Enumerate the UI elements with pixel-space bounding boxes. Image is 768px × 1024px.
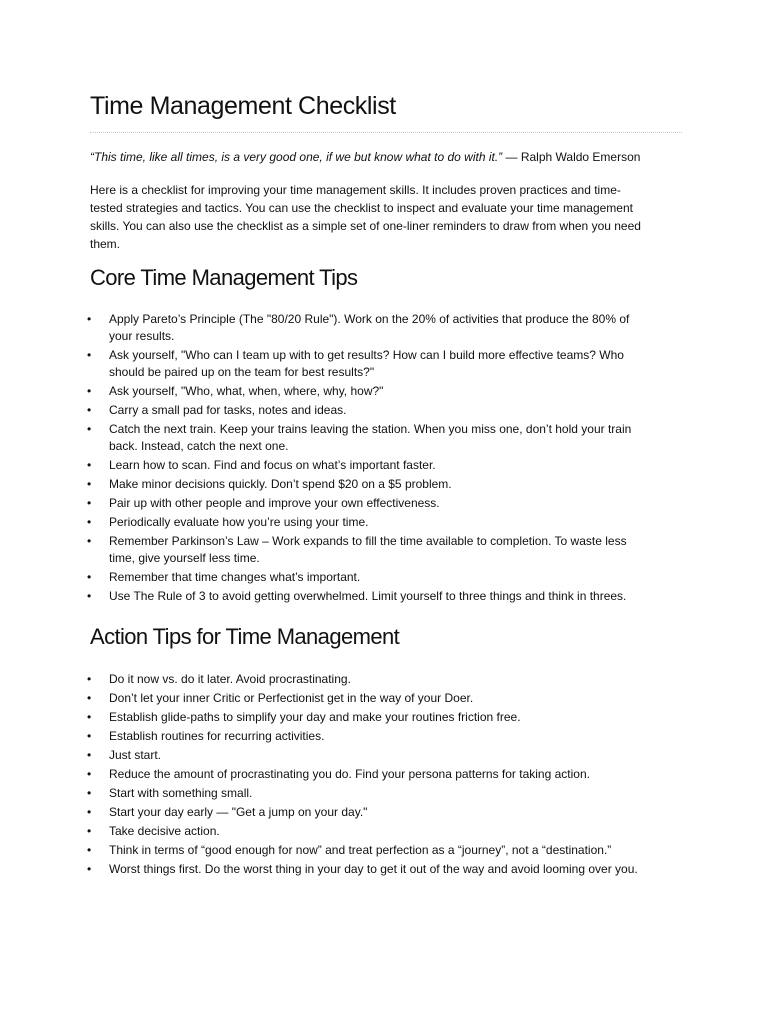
- list-item: [87, 311, 682, 345]
- bullet-icon: •: [87, 496, 92, 510]
- quote-text: “This time, like all times, is a very good one, if we but know what to do with it.”: [90, 150, 503, 164]
- bullet-icon: •: [87, 710, 92, 724]
- title-divider: [90, 132, 682, 133]
- list-item: [87, 842, 682, 859]
- bullet-icon: •: [87, 589, 92, 603]
- list-item: [87, 747, 682, 764]
- list-item-text: Ask yourself, "Who, what, when, where, why, how?": [109, 384, 384, 398]
- list-item: [87, 766, 682, 783]
- list-item: [87, 671, 682, 688]
- list-item: [87, 514, 682, 531]
- intro-paragraph: [90, 181, 680, 253]
- core-tips-list: [87, 311, 682, 607]
- bullet-icon: •: [87, 384, 92, 398]
- epigraph-quote: [90, 150, 640, 164]
- bullet-icon: •: [87, 824, 92, 838]
- bullet-icon: •: [87, 672, 92, 686]
- bullet-icon: •: [87, 805, 92, 819]
- bullet-icon: •: [87, 312, 92, 326]
- bullet-icon: •: [87, 458, 92, 472]
- list-item: [87, 709, 682, 726]
- list-item: [87, 861, 682, 878]
- bullet-icon: •: [87, 422, 92, 436]
- list-item-text: Establish routines for recurring activities.: [109, 729, 325, 743]
- list-item: [87, 569, 682, 586]
- list-item-text: Start your day early — "Get a jump on your day.": [109, 805, 368, 819]
- list-item: [87, 533, 682, 567]
- list-item: [87, 457, 682, 474]
- list-item-text: Take decisive action.: [109, 824, 220, 838]
- list-item-text: back. Instead, catch the next one.: [109, 439, 289, 453]
- quote-attribution: — Ralph Waldo Emerson: [502, 150, 641, 164]
- list-item-text: time, give yourself less time.: [109, 551, 260, 565]
- list-item-text: Use The Rule of 3 to avoid getting overwhelmed. Limit yourself to three things and think in threes.: [109, 589, 627, 603]
- list-item-text: Do it now vs. do it later. Avoid procrastinating.: [109, 672, 351, 686]
- list-item-text: Remember that time changes what’s important.: [109, 570, 361, 584]
- list-item-text: Carry a small pad for tasks, notes and ideas.: [109, 403, 347, 417]
- list-item-text: Make minor decisions quickly. Don’t spend $20 on a $5 problem.: [109, 477, 452, 491]
- list-item: [87, 495, 682, 512]
- bullet-icon: •: [87, 570, 92, 584]
- page-title: Time Management Checklist: [90, 92, 396, 120]
- list-item-text: Just start.: [109, 748, 162, 762]
- list-item-text: Think in terms of “good enough for now” and treat perfection as a “journey”, not a “destination.”: [109, 843, 612, 857]
- section-heading-core-tips: Core Time Management Tips: [90, 265, 358, 290]
- list-item-text: Catch the next train. Keep your trains leaving the station. When you miss one, don’t hold your train: [109, 422, 632, 436]
- list-item: [87, 690, 682, 707]
- bullet-icon: •: [87, 729, 92, 743]
- list-item: [87, 402, 682, 419]
- list-item: [87, 421, 682, 455]
- list-item-text: your results.: [109, 329, 175, 343]
- bullet-icon: •: [87, 348, 92, 362]
- bullet-icon: •: [87, 767, 92, 781]
- bullet-icon: •: [87, 786, 92, 800]
- list-item-text: Remember Parkinson’s Law – Work expands to fill the time available to completion. To waste less: [109, 534, 627, 548]
- action-tips-list: [87, 671, 682, 880]
- intro-line: skills. You can also use the checklist as a simple set of one-liner reminders to draw from when you need: [90, 219, 641, 233]
- list-item-text: Apply Pareto’s Principle (The "80/20 Rule"). Work on the 20% of activities that produce the 80% of: [109, 312, 630, 326]
- bullet-icon: •: [87, 477, 92, 491]
- list-item-text: Don’t let your inner Critic or Perfectionist get in the way of your Doer.: [109, 691, 474, 705]
- list-item: [87, 476, 682, 493]
- list-item-text: Start with something small.: [109, 786, 253, 800]
- intro-line: tested strategies and tactics. You can use the checklist to inspect and evaluate your time management: [90, 201, 633, 215]
- bullet-icon: •: [87, 862, 92, 876]
- list-item-text: should be paired up on the team for best results?": [109, 365, 375, 379]
- bullet-icon: •: [87, 843, 92, 857]
- list-item: [87, 588, 682, 605]
- bullet-icon: •: [87, 403, 92, 417]
- list-item: [87, 728, 682, 745]
- list-item: [87, 383, 682, 400]
- list-item-text: Learn how to scan. Find and focus on what’s important faster.: [109, 458, 436, 472]
- section-heading-action-tips: Action Tips for Time Management: [90, 624, 400, 649]
- bullet-icon: •: [87, 691, 92, 705]
- bullet-icon: •: [87, 534, 92, 548]
- bullet-icon: •: [87, 748, 92, 762]
- list-item-text: Worst things first. Do the worst thing in your day to get it out of the way and avoid looming over you.: [109, 862, 638, 876]
- list-item: [87, 347, 682, 381]
- list-item-text: Reduce the amount of procrastinating you do. Find your persona patterns for taking action.: [109, 767, 590, 781]
- intro-line: Here is a checklist for improving your time management skills. It includes proven practices and time-: [90, 183, 621, 197]
- bullet-icon: •: [87, 515, 92, 529]
- intro-line: them.: [90, 237, 121, 251]
- list-item: [87, 785, 682, 802]
- list-item-text: Pair up with other people and improve your own effectiveness.: [109, 496, 440, 510]
- list-item-text: Ask yourself, "Who can I team up with to get results? How can I build more effective teams? Who: [109, 348, 624, 362]
- list-item: [87, 823, 682, 840]
- list-item-text: Establish glide-paths to simplify your day and make your routines friction free.: [109, 710, 521, 724]
- list-item: [87, 804, 682, 821]
- list-item-text: Periodically evaluate how you’re using your time.: [109, 515, 369, 529]
